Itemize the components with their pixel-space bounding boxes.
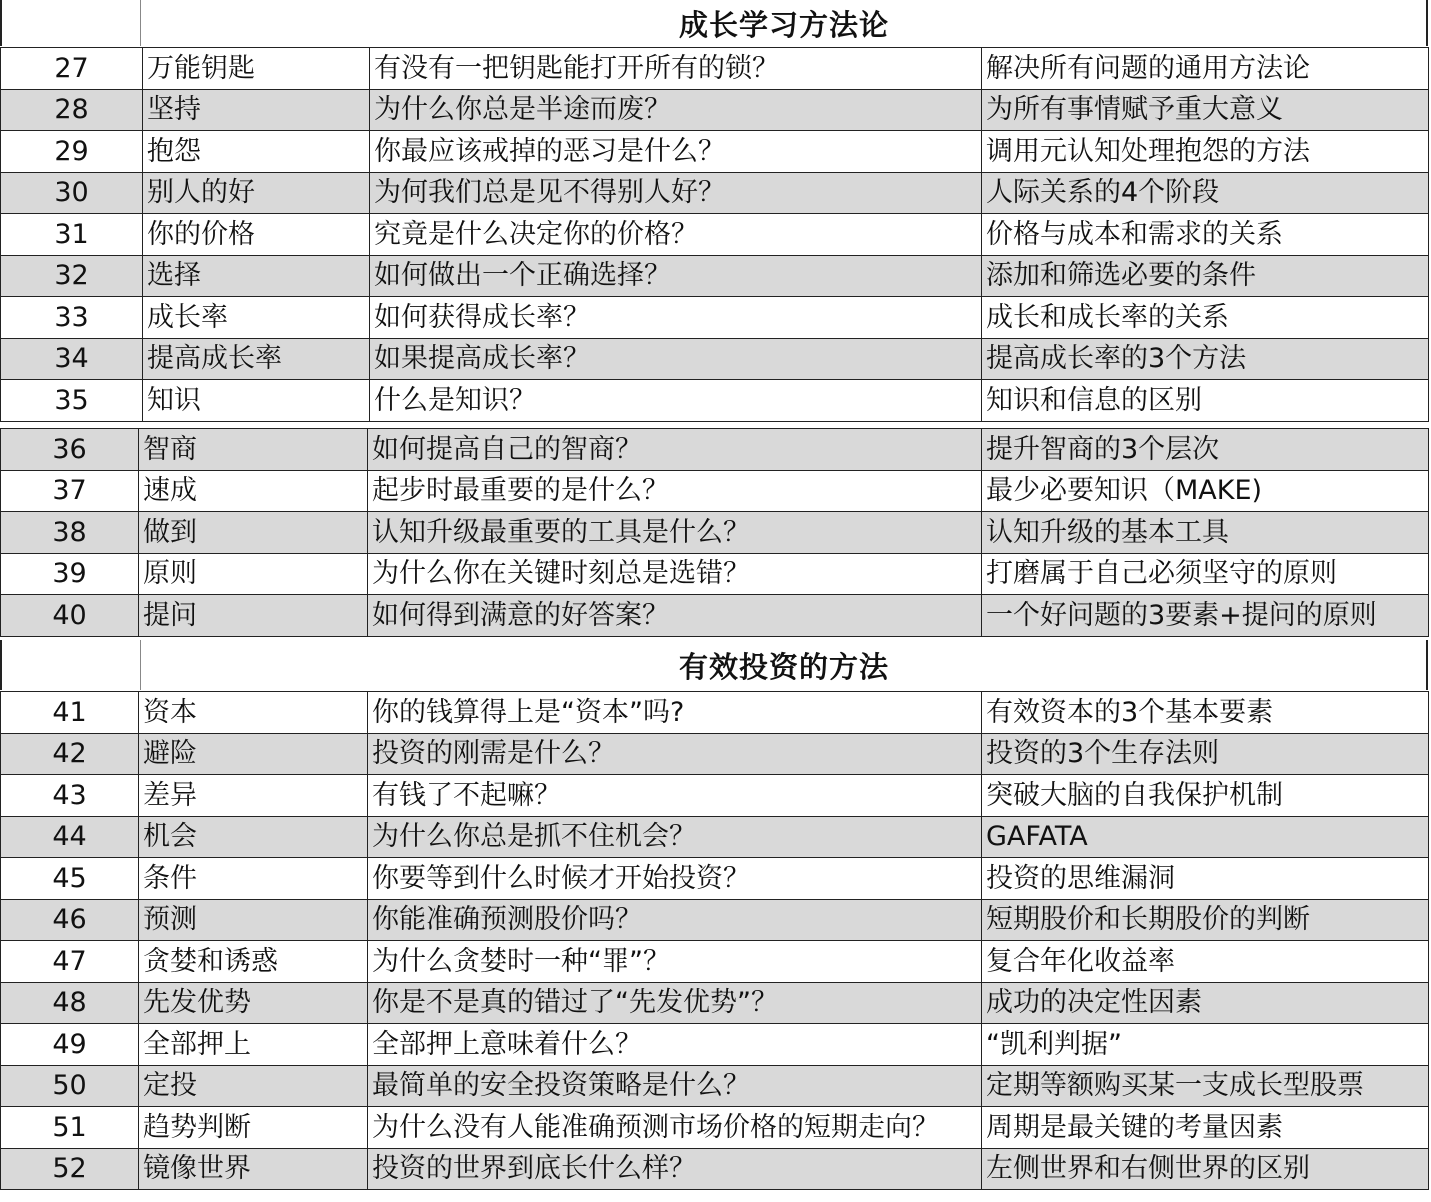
question-cell: 最简单的安全投资策略是什么？ xyxy=(368,1065,982,1107)
table-row xyxy=(1,172,1429,214)
number-cell: 50 xyxy=(1,1065,139,1107)
topic-cell: 提问 xyxy=(139,595,368,637)
header-number-cell xyxy=(2,0,141,46)
table-row xyxy=(1,255,1429,297)
answer-cell: 打磨属于自己必须坚守的原则 xyxy=(982,553,1429,595)
topic-cell: 原则 xyxy=(139,553,368,595)
table-row xyxy=(1,692,1429,734)
topic-cell: 预测 xyxy=(139,899,368,941)
number-cell: 33 xyxy=(1,297,143,339)
section-title-row xyxy=(0,0,1428,46)
question-cell: 为什么你在关键时刻总是选错？ xyxy=(368,553,982,595)
number-cell: 42 xyxy=(1,733,139,775)
question-cell: 为什么贪婪时一种“罪”？ xyxy=(368,941,982,983)
question-cell: 投资的世界到底长什么样？ xyxy=(368,1148,982,1190)
answer-cell: 投资的思维漏洞 xyxy=(982,858,1429,900)
table-row xyxy=(1,89,1429,131)
answer-cell: 提高成长率的3个方法 xyxy=(982,338,1429,380)
number-cell: 49 xyxy=(1,1024,139,1066)
table-row xyxy=(1,1107,1429,1149)
answer-cell: 左侧世界和右侧世界的区别 xyxy=(982,1148,1429,1190)
section-2-header xyxy=(0,640,1428,690)
number-cell: 39 xyxy=(1,553,139,595)
number-cell: 48 xyxy=(1,982,139,1024)
question-cell: 为什么你总是抓不住机会？ xyxy=(368,816,982,858)
answer-cell: 调用元认知处理抱怨的方法 xyxy=(982,131,1429,173)
topic-cell: 坚持 xyxy=(143,89,370,131)
number-cell: 36 xyxy=(1,429,139,471)
lesson-table xyxy=(0,691,1429,1190)
question-cell: 有没有一把钥匙能打开所有的锁？ xyxy=(370,48,982,90)
table-row xyxy=(1,899,1429,941)
topic-cell: 做到 xyxy=(139,512,368,554)
section-title-row xyxy=(0,640,1428,690)
answer-cell: 成功的决定性因素 xyxy=(982,982,1429,1024)
topic-cell: 机会 xyxy=(139,816,368,858)
table-row xyxy=(1,816,1429,858)
answer-cell: 知识和信息的区别 xyxy=(982,380,1429,422)
question-cell: 起步时最重要的是什么？ xyxy=(368,470,982,512)
section-1-table-a xyxy=(0,47,1429,422)
number-cell: 31 xyxy=(1,214,143,256)
table-row xyxy=(1,1065,1429,1107)
answer-cell: 成长和成长率的关系 xyxy=(982,297,1429,339)
answer-cell: 有效资本的3个基本要素 xyxy=(982,692,1429,734)
table-row xyxy=(1,338,1429,380)
header-number-cell xyxy=(2,640,141,690)
number-cell: 34 xyxy=(1,338,143,380)
answer-cell: 最少必要知识（MAKE) xyxy=(982,470,1429,512)
table-row xyxy=(1,429,1429,471)
table-row xyxy=(1,131,1429,173)
table-row xyxy=(1,512,1429,554)
answer-cell: 投资的3个生存法则 xyxy=(982,733,1429,775)
topic-cell: 全部押上 xyxy=(139,1024,368,1066)
number-cell: 28 xyxy=(1,89,143,131)
section-title: 有效投资的方法 xyxy=(678,649,889,684)
topic-cell: 选择 xyxy=(143,255,370,297)
table-row xyxy=(1,775,1429,817)
table-row xyxy=(1,1148,1429,1190)
number-cell: 52 xyxy=(1,1148,139,1190)
answer-cell: 认知升级的基本工具 xyxy=(982,512,1429,554)
question-cell: 你要等到什么时候才开始投资？ xyxy=(368,858,982,900)
number-cell: 51 xyxy=(1,1107,139,1149)
answer-cell: 为所有事情赋予重大意义 xyxy=(982,89,1429,131)
question-cell: 如何做出一个正确选择？ xyxy=(370,255,982,297)
question-cell: 你的钱算得上是“资本”吗? xyxy=(368,692,982,734)
topic-cell: 提高成长率 xyxy=(143,338,370,380)
section-title: 成长学习方法论 xyxy=(678,7,889,42)
answer-cell: 一个好问题的3要素+提问的原则 xyxy=(982,595,1429,637)
topic-cell: 定投 xyxy=(139,1065,368,1107)
number-cell: 45 xyxy=(1,858,139,900)
topic-cell: 差异 xyxy=(139,775,368,817)
number-cell: 47 xyxy=(1,941,139,983)
question-cell: 什么是知识？ xyxy=(370,380,982,422)
table-row xyxy=(1,982,1429,1024)
number-cell: 38 xyxy=(1,512,139,554)
question-cell: 投资的刚需是什么？ xyxy=(368,733,982,775)
answer-cell: 复合年化收益率 xyxy=(982,941,1429,983)
section-2-table xyxy=(0,691,1429,1190)
topic-cell: 趋势判断 xyxy=(139,1107,368,1149)
topic-cell: 条件 xyxy=(139,858,368,900)
question-cell: 你能准确预测股价吗？ xyxy=(368,899,982,941)
answer-cell: 周期是最关键的考量因素 xyxy=(982,1107,1429,1149)
table-gap xyxy=(0,422,1431,427)
question-cell: 如何提高自己的智商？ xyxy=(368,429,982,471)
answer-cell: “凯利判据” xyxy=(982,1024,1429,1066)
answer-cell: 短期股价和长期股价的判断 xyxy=(982,899,1429,941)
number-cell: 27 xyxy=(1,48,143,90)
question-cell: 如果提高成长率？ xyxy=(370,338,982,380)
topic-cell: 资本 xyxy=(139,692,368,734)
topic-cell: 别人的好 xyxy=(143,172,370,214)
topic-cell: 先发优势 xyxy=(139,982,368,1024)
number-cell: 40 xyxy=(1,595,139,637)
number-cell: 44 xyxy=(1,816,139,858)
table-row xyxy=(1,733,1429,775)
number-cell: 46 xyxy=(1,899,139,941)
table-row xyxy=(1,48,1429,90)
answer-cell: 价格与成本和需求的关系 xyxy=(982,214,1429,256)
lesson-table xyxy=(0,47,1429,422)
number-cell: 29 xyxy=(1,131,143,173)
question-cell: 认知升级最重要的工具是什么？ xyxy=(368,512,982,554)
topic-cell: 智商 xyxy=(139,429,368,471)
answer-cell: 定期等额购买某一支成长型股票 xyxy=(982,1065,1429,1107)
answer-cell: 人际关系的4个阶段 xyxy=(982,172,1429,214)
question-cell: 全部押上意味着什么？ xyxy=(368,1024,982,1066)
topic-cell: 你的价格 xyxy=(143,214,370,256)
question-cell: 如何得到满意的好答案？ xyxy=(368,595,982,637)
question-cell: 为什么你总是半途而废？ xyxy=(370,89,982,131)
lesson-table xyxy=(0,428,1429,637)
number-cell: 35 xyxy=(1,380,143,422)
table-row xyxy=(1,553,1429,595)
question-cell: 你最应该戒掉的恶习是什么？ xyxy=(370,131,982,173)
answer-cell: 突破大脑的自我保护机制 xyxy=(982,775,1429,817)
number-cell: 30 xyxy=(1,172,143,214)
answer-cell: 添加和筛选必要的条件 xyxy=(982,255,1429,297)
question-cell: 为何我们总是见不得别人好？ xyxy=(370,172,982,214)
table-row xyxy=(1,297,1429,339)
section-1-table-b xyxy=(0,428,1429,637)
topic-cell: 抱怨 xyxy=(143,131,370,173)
topic-cell: 速成 xyxy=(139,470,368,512)
table-row xyxy=(1,595,1429,637)
table-row xyxy=(1,1024,1429,1066)
topic-cell: 避险 xyxy=(139,733,368,775)
answer-cell: GAFATA xyxy=(982,816,1429,858)
number-cell: 41 xyxy=(1,692,139,734)
table-row xyxy=(1,470,1429,512)
question-cell: 你是不是真的错过了“先发优势”？ xyxy=(368,982,982,1024)
number-cell: 37 xyxy=(1,470,139,512)
topic-cell: 贪婪和诱惑 xyxy=(139,941,368,983)
answer-cell: 解决所有问题的通用方法论 xyxy=(982,48,1429,90)
table-row xyxy=(1,214,1429,256)
topic-cell: 镜像世界 xyxy=(139,1148,368,1190)
answer-cell: 提升智商的3个层次 xyxy=(982,429,1429,471)
number-cell: 43 xyxy=(1,775,139,817)
topic-cell: 知识 xyxy=(143,380,370,422)
topic-cell: 成长率 xyxy=(143,297,370,339)
topic-cell: 万能钥匙 xyxy=(143,48,370,90)
question-cell: 究竟是什么决定你的价格？ xyxy=(370,214,982,256)
table-row xyxy=(1,380,1429,422)
question-cell: 有钱了不起嘛？ xyxy=(368,775,982,817)
question-cell: 如何获得成长率？ xyxy=(370,297,982,339)
number-cell: 32 xyxy=(1,255,143,297)
table-row xyxy=(1,858,1429,900)
section-1-header xyxy=(0,0,1428,46)
table-row xyxy=(1,941,1429,983)
question-cell: 为什么没有人能准确预测市场价格的短期走向？ xyxy=(368,1107,982,1149)
